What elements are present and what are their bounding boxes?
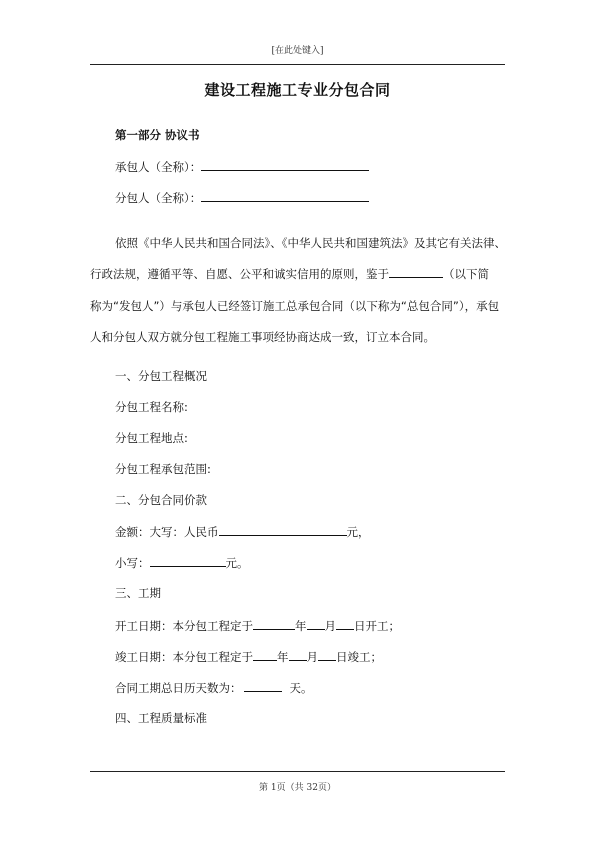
document-title: 建设工程施工专业分包合同	[204, 81, 391, 99]
amount-label: 金额：大写：人民币	[115, 525, 219, 539]
intro-line-2-tail: （以下简	[443, 267, 489, 282]
intro-line-1: 依照《中华人民共和国合同法》、《中华人民共和国建筑法》及其它有关法律、	[115, 236, 506, 250]
finish-day-blank[interactable]	[318, 648, 336, 661]
start-date-label: 开工日期：本分包工程定于	[115, 619, 253, 633]
finish-date-line	[115, 648, 382, 665]
amount-line	[115, 523, 370, 540]
page-footer: 第 1页（共 32页）	[259, 783, 336, 793]
subcontractor-blank[interactable]	[201, 189, 369, 202]
section1-heading: 一、分包工程概况	[115, 369, 207, 383]
start-date-line	[115, 617, 400, 634]
amount-small-label: 小写：	[115, 556, 150, 570]
project-scope-label: 分包工程承包范围:	[115, 462, 211, 476]
project-name-label: 分包工程名称:	[115, 400, 188, 414]
finish-month-blank[interactable]	[289, 648, 307, 661]
finish-day-text: 日竣工；	[336, 650, 382, 664]
part1-heading: 第一部分 协议书	[115, 128, 200, 142]
amount-small-unit: 元。	[225, 556, 249, 570]
section3-heading: 三、工期	[115, 586, 161, 600]
start-year-blank[interactable]	[253, 617, 295, 630]
contractor-line	[115, 158, 369, 175]
amount-capital-blank[interactable]	[219, 523, 347, 536]
page-header: [在此处键入]	[271, 46, 324, 56]
start-month-text: 月	[324, 619, 336, 633]
total-days-line	[115, 679, 313, 696]
section2-heading: 二、分包合同价款	[115, 493, 207, 507]
intro-paragraph	[90, 228, 506, 353]
employer-blank[interactable]	[389, 265, 443, 278]
section4-heading: 四、工程质量标准	[115, 711, 207, 725]
total-days-unit: 天。	[289, 681, 313, 695]
amount-small-blank[interactable]	[150, 554, 226, 567]
footer-rule	[90, 771, 505, 772]
contractor-label: 承包人（全称）：	[115, 160, 202, 174]
start-year-text: 年	[295, 619, 307, 633]
start-month-blank[interactable]	[307, 617, 325, 630]
finish-month-text: 月	[306, 650, 318, 664]
total-days-label: 合同工期总日历天数为：	[115, 681, 242, 695]
start-day-blank[interactable]	[336, 617, 354, 630]
intro-line-2	[90, 259, 506, 290]
finish-year-blank[interactable]	[253, 648, 277, 661]
contractor-blank[interactable]	[201, 158, 369, 171]
subcontractor-label: 分包人（全称）：	[115, 191, 202, 205]
intro-line-3: 称为“发包人”）与承包人已经签订施工总承包合同（以下称为“总包合同”），承包	[90, 298, 500, 313]
intro-line-2-text: 行政法规，遵循平等、自愿、公平和诚实信用的原则，鉴于	[90, 267, 389, 282]
finish-year-text: 年	[277, 650, 289, 664]
finish-date-label: 竣工日期：本分包工程定于	[115, 650, 253, 664]
amount-unit: 元，	[346, 525, 370, 539]
project-location-label: 分包工程地点:	[115, 431, 188, 445]
start-day-text: 日开工；	[354, 619, 400, 633]
header-rule	[90, 64, 505, 65]
total-days-blank[interactable]	[244, 679, 282, 692]
intro-line-4: 人和分包人双方就分包工程施工事项经协商达成一致，订立本合同。	[90, 329, 435, 344]
subcontractor-line	[115, 189, 369, 206]
amount-small-line	[115, 554, 249, 571]
